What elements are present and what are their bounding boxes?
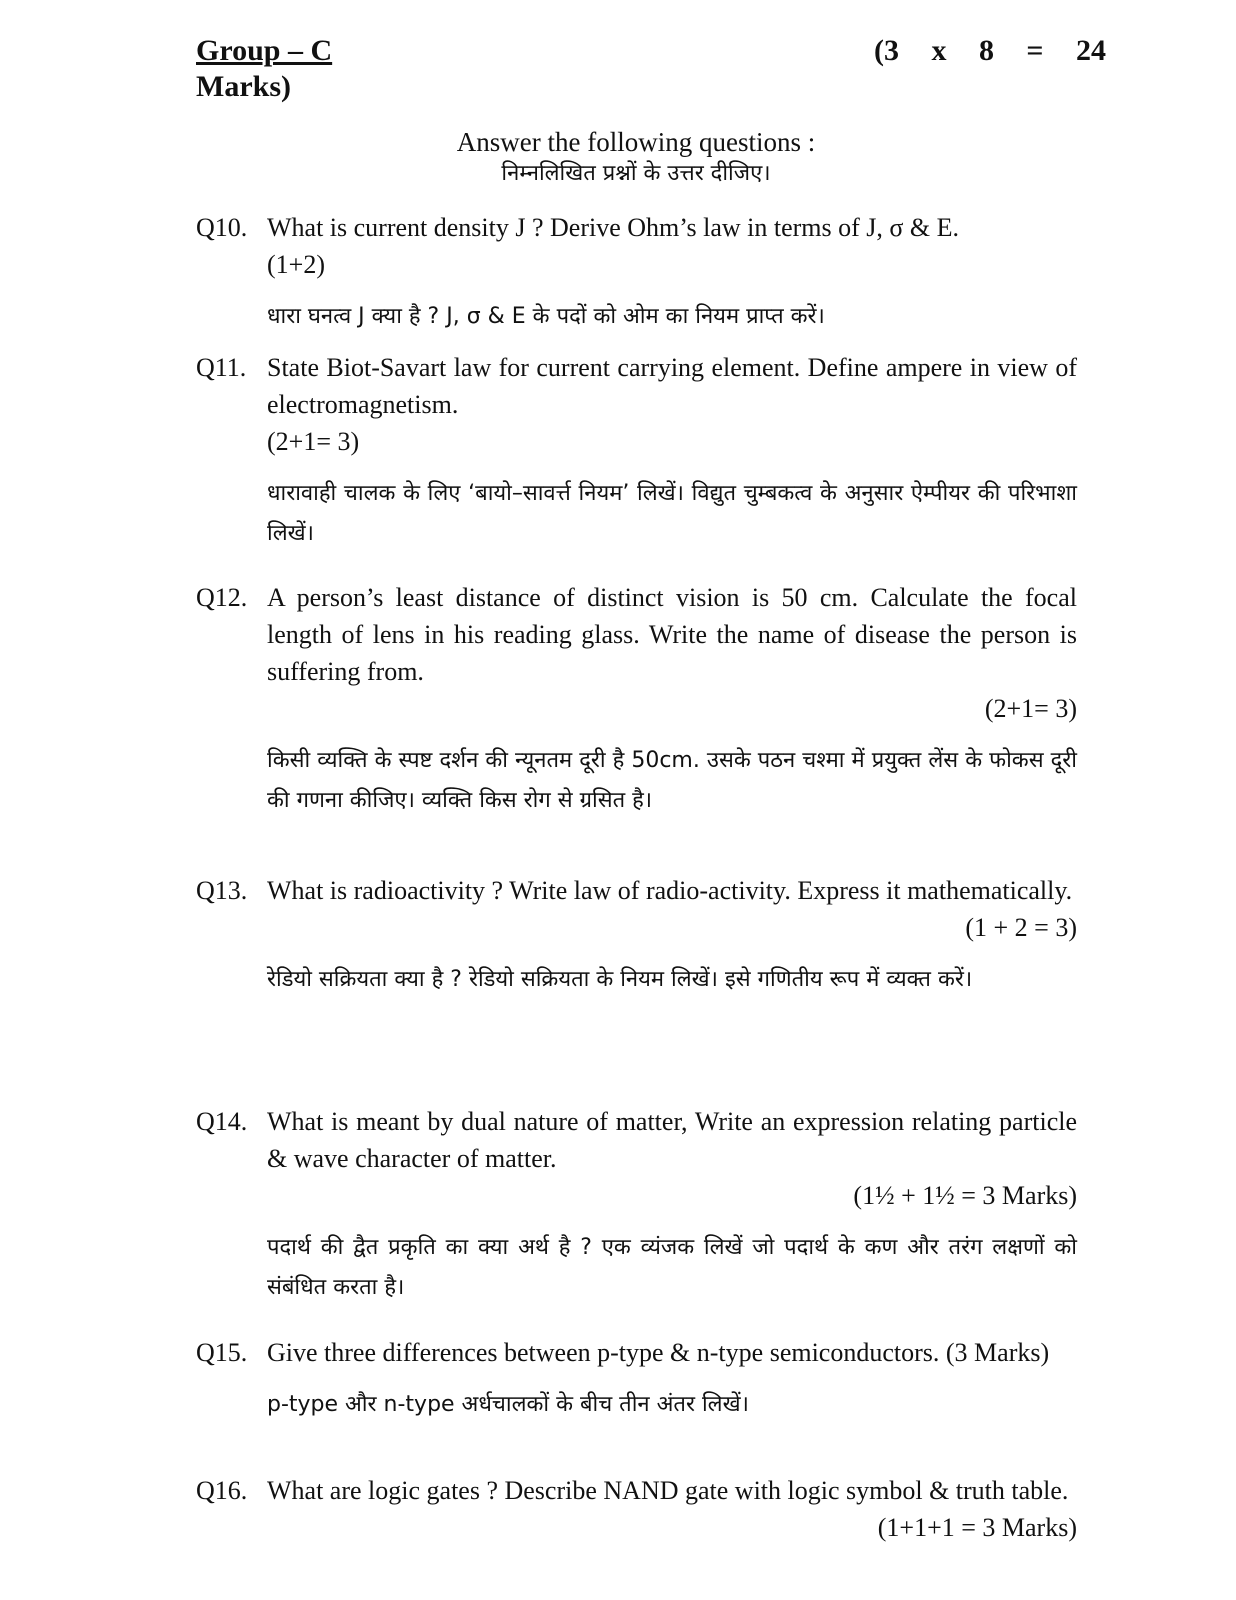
question-13 [196,872,1086,1000]
question-english: What is meant by dual nature of matter, Write an expression relating particle & wave character of matter. [267,1107,1077,1173]
question-marks: (2+1= 3) [984,694,1077,723]
question-10 [196,209,1086,337]
question-15 [196,1334,1086,1425]
question-english: What are logic gates ? Describe NAND gate with logic symbol & truth table. [267,1476,1069,1505]
question-body [267,579,1077,821]
question-number: Q13. [196,876,248,905]
group-heading: Group – C [196,34,333,67]
question-number: Q16. [196,1476,248,1505]
question-hindi: धारावाही चालक के लिए ‘बायो–सावर्त्त नियम’ लिखें। विद्युत चुम्बकत्व के अनुसार ऐम्पीयर की परिभाशा लिखें। [267,481,1077,546]
question-english: What is current density J ? Derive Ohm’s law in terms of J, σ & E. [267,213,960,242]
instructions [196,125,1076,189]
marks-part: (3 [874,34,899,67]
question-hindi: किसी व्यक्ति के स्पष्ट दर्शन की न्यूनतम दूरी है 50cm. उसके पठन चश्मा में प्रयुक्त लेंस के फोकस दूरी की गणना कीजिए। व्यक्ति किस रोग से ग्रसित है। [267,748,1077,813]
question-body [267,872,1077,1000]
question-english: A person’s least distance of distinct vision is 50 cm. Calculate the focal length of lens in his reading glass. Write the name of disease the person is suffering from. [267,583,1077,686]
group-marks-header [874,34,1106,67]
question-11 [196,349,1086,554]
question-number: Q15. [196,1338,248,1367]
question-body [267,349,1077,554]
question-marks: (1+1+1 = 3 Marks) [877,1513,1077,1542]
question-body [267,1472,1077,1546]
question-marks: (1+2) [267,250,325,279]
question-marks: (1½ + 1½ = 3 Marks) [853,1181,1077,1210]
marks-part: x [931,34,947,67]
marks-part: 24 [1075,34,1106,67]
question-body [267,1103,1077,1308]
question-hindi: धारा घनत्व J क्या है ? J, σ & E के पदों को ओम का नियम प्राप्त करें। [267,304,825,329]
marks-part: = [1026,34,1044,67]
question-hindi: p-type और n-type अर्धचालकों के बीच तीन अंतर लिखें। [267,1392,749,1417]
question-english: State Biot-Savart law for current carrying element. Define ampere in view of electromagnetism. [267,353,1077,419]
question-english: Give three differences between p-type & n-type semiconductors. (3 Marks) [267,1338,1050,1367]
group-marks-tail: Marks) [196,70,291,103]
question-16 [196,1472,1086,1546]
question-number: Q11. [196,353,247,382]
question-number: Q10. [196,213,248,242]
instruction-english: Answer the following questions : [456,127,816,157]
question-12 [196,579,1086,821]
question-marks: (2+1= 3) [267,427,360,456]
question-english: What is radioactivity ? Write law of radio-activity. Express it mathematically. [267,876,1073,905]
question-number: Q14. [196,1107,248,1136]
question-marks: (1 + 2 = 3) [965,913,1077,942]
question-body [267,209,1077,337]
marks-part: 8 [978,34,994,67]
question-14 [196,1103,1086,1308]
question-number: Q12. [196,583,248,612]
question-body [267,1334,1077,1425]
question-hindi: रेडियो सक्रियता क्या है ? रेडियो सक्रियता के नियम लिखें। इसे गणितीय रूप में व्यक्त करें। [267,967,973,992]
question-hindi: पदार्थ की द्वैत प्रकृति का क्या अर्थ है ? एक व्यंजक लिखें जो पदार्थ के कण और तरंग लक्षणों को संबंधित करता है। [267,1235,1077,1300]
instruction-hindi: निम्नलिखित प्रश्नों के उत्तर दीजिए। [501,161,771,186]
